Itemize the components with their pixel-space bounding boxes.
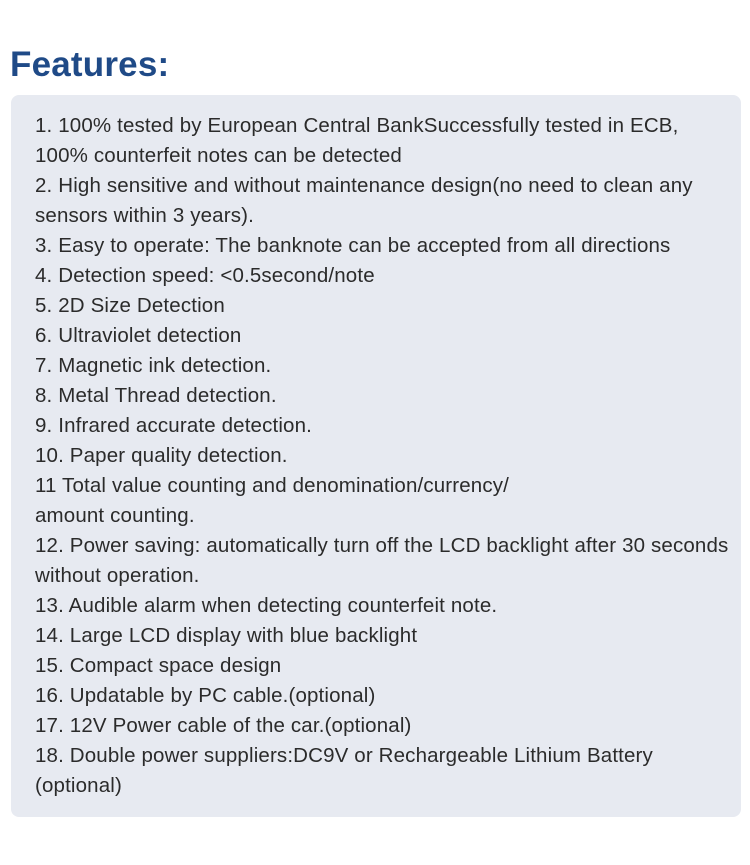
list-item: 8. Metal Thread detection. (35, 384, 277, 407)
list-item: 11 Total value counting and denomination/currency/ (35, 474, 509, 497)
feature-list (35, 111, 731, 801)
list-item: 6. Ultraviolet detection (35, 324, 242, 347)
list-item: 15. Compact space design (35, 654, 282, 677)
list-item: 7. Magnetic ink detection. (35, 354, 272, 377)
list-item: 9. Infrared accurate detection. (35, 414, 313, 437)
list-item: 14. Large LCD display with blue backlight (35, 624, 418, 647)
list-item: 2. High sensitive and without maintenance design(no need to clean any sensors within 3 years). (35, 174, 693, 227)
list-item: 18. Double power suppliers:DC9V or Rechargeable Lithium Battery (optional) (35, 744, 653, 797)
page-title: Features: (10, 45, 170, 84)
list-item: 13. Audible alarm when detecting counterfeit note. (35, 594, 498, 617)
list-item: 17. 12V Power cable of the car.(optional) (35, 714, 412, 737)
list-item: 16. Updatable by PC cable.(optional) (35, 684, 376, 707)
list-item: 1. 100% tested by European Central BankSuccessfully tested in ECB, 100% counterfeit notes can be detected (35, 114, 679, 167)
list-item: 4. Detection speed: <0.5second/note (35, 264, 375, 287)
features-panel (11, 95, 741, 817)
list-item: 10. Paper quality detection. (35, 444, 288, 467)
list-item: 12. Power saving: automatically turn off the LCD backlight after 30 seconds without operation. (35, 534, 729, 587)
list-item: amount counting. (35, 504, 195, 527)
list-item: 5. 2D Size Detection (35, 294, 225, 317)
list-item: 3. Easy to operate: The banknote can be accepted from all directions (35, 234, 671, 257)
